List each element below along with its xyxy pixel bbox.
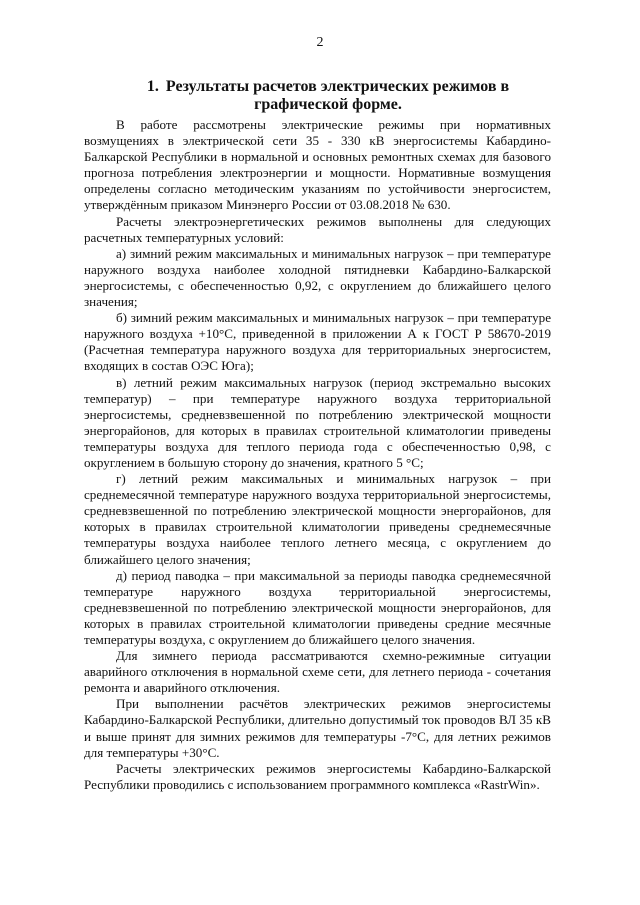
paragraph-item-d: д) период паводка – при максимальной за периоды паводка среднемесячной температуре наружного воздуха территориальной энергосистемы, средневзвешенной по потреблению электрической мощности энергорайонов, для которых в правилах строительной климатологии приведены средние месячные температуры воздуха, с округлением до ближайшего целого значения.	[84, 567, 551, 647]
page-number: 2	[316, 35, 324, 50]
section-title: Результаты расчетов электрических режимов в графической форме.	[165, 78, 510, 113]
paragraph-item-b: б) зимний режим максимальных и минимальных нагрузок – при температуре наружного воздуха +10°С, приведенной в приложении А к ГОСТ Р 58670-2019 (Расчетная температура наружного воздуха для территориальных энергосистем, входящих в состав ОЭС Юга);	[84, 310, 551, 374]
paragraph-winter-summer: Для зимнего периода рассматриваются схемно-режимные ситуации аварийного отключения в нормальной схеме сети, для летнего периода - сочетания ремонта и аварийного отключения.	[84, 648, 551, 696]
paragraph-item-g: г) летний режим максимальных и минимальных нагрузок – при среднемесячной температуре наружного воздуха территориальной энергосистемы, средневзвешенной по потреблению электрической мощности энергорайонов, для которых в правилах строительной климатологии приведены среднемесячные температуры воздуха наиболее теплого летнего месяца, с округлением до ближайшего целого значения;	[84, 471, 551, 567]
paragraph-intro: В работе рассмотрены электрические режимы при нормативных возмущениях в электрической сети 35 - 330 кВ энергосистемы Кабардино-Балкарской Республики в нормальной и основных ремонтных схемах для базового прогноза потребления электроэнергии и мощности. Нормативные возмущения определены согласно методическим указаниям по устойчивости энергосистем, утверждённым приказом Минэнерго России от 03.08.2018 № 630.	[84, 117, 551, 213]
paragraph-item-v: в) летний режим максимальных нагрузок (период экстремально высоких температур) – при температуре наружного воздуха территориальной энергосистемы, средневзвешенной по потреблению электрической мощности энергорайонов, для которых в правилах строительной климатологии приведены температуры воздуха для теплого периода года с обеспеченностью 0,98, с округлением в большую сторону до значения, кратного 5 °С;	[84, 374, 551, 470]
section-heading	[100, 78, 556, 114]
body-text	[84, 117, 551, 793]
paragraph-software: Расчеты электрических режимов энергосистемы Кабардино-Балкарской Республики проводились с использованием программного комплекса «RastrWin».	[84, 760, 551, 792]
paragraph-current-limits: При выполнении расчётов электрических режимов энергосистемы Кабардино-Балкарской Республики, длительно допустимый ток проводов ВЛ 35 кВ и выше принят для зимних режимов для температуры -7°С, для летних режимов для температуры +30°С.	[84, 696, 551, 760]
section-number: 1.	[146, 78, 159, 95]
paragraph-item-a: а) зимний режим максимальных и минимальных нагрузок – при температуре наружного воздуха наиболее холодной пятидневки Кабардино-Балкарской энергосистемы, с обеспеченностью 0,92, с округлением до ближайшего целого значения;	[84, 245, 551, 310]
paragraph-conditions: Расчеты электроэнергетических режимов выполнены для следующих расчетных температурных условий:	[84, 213, 551, 245]
